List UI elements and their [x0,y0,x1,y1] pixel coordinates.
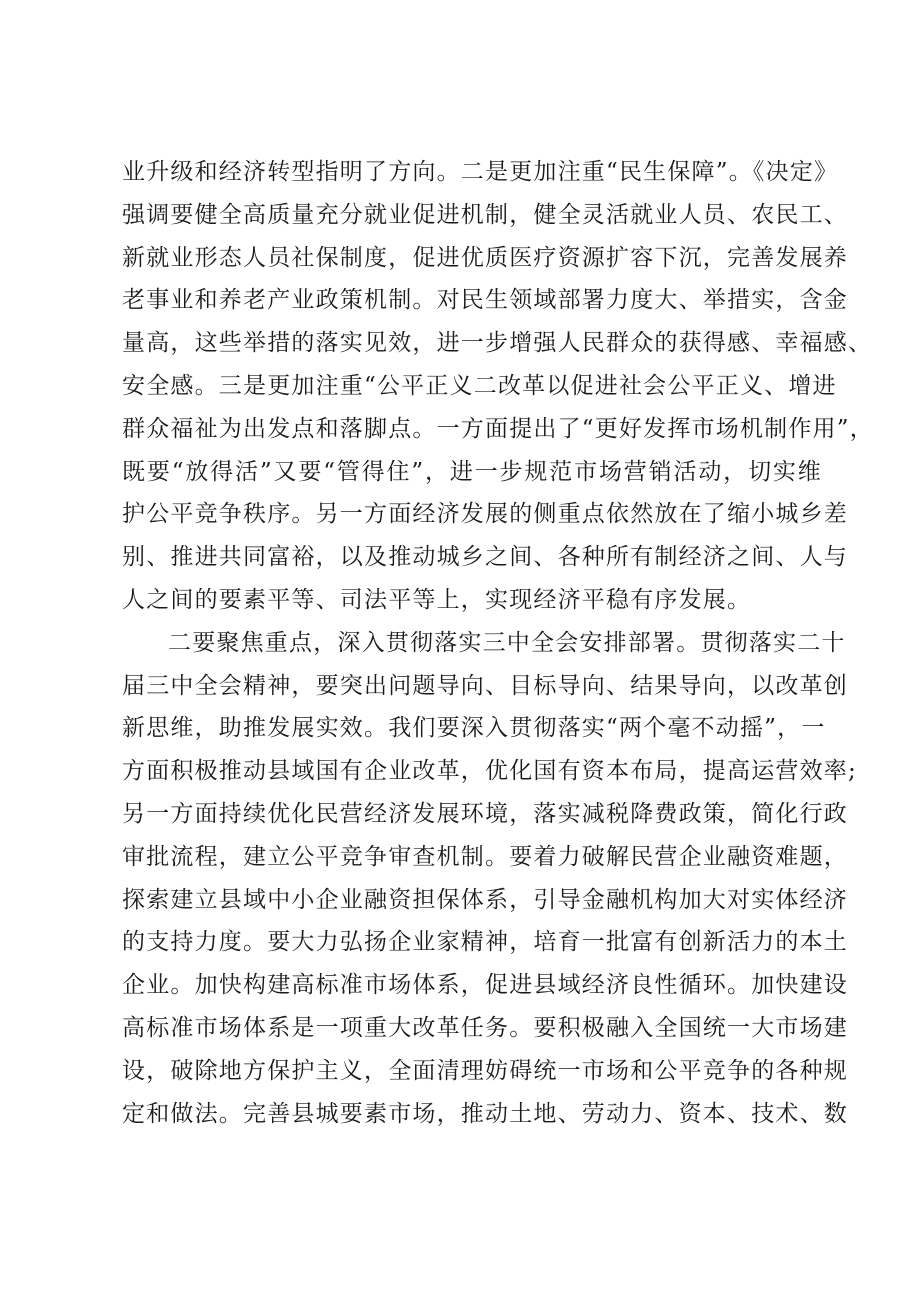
text-line: 的支持力度。要大力弘扬企业家精神，培育一批富有创新活力的本土 [122,929,848,956]
text-line: 强调要健全高质量充分就业促进机制，健全灵活就业人员、农民工、 [122,201,848,228]
text-line: 群众福祉为出发点和落脚点。一方面提出了“更好发挥市场机制作用”， [122,415,874,442]
text-line: 业升级和经济转型指明了方向。二是更加注重“民生保障”。《决定》 [122,159,839,185]
text-line: 新就业形态人员社保制度，促进优质医疗资源扩容下沉，完善发展养 [122,244,848,271]
text-line: 既要“放得活”又要“管得住”，进一步规范市场营销活动，切实维 [122,458,822,485]
text-line: 高标准市场体系是一项重大改革任务。要积极融入全国统一大市场建 [122,1014,848,1041]
text-line: 二要聚焦重点，深入贯彻落实三中全会安排部署。贯彻落实二十 [168,629,846,656]
text-line: 老事业和养老产业政策机制。对民生领域部署力度大、举措实，含金 [122,287,848,314]
text-line: 探索建立县域中小企业融资担保体系，引导金融机构加大对实体经济 [122,886,848,913]
text-line: 审批流程，建立公平竞争审查机制。要着力破解民营企业融资难题， [122,843,848,870]
text-line: 另一方面持续优化民营经济发展环境，落实减税降费政策，简化行政 [122,800,848,827]
paragraph-2 [122,622,857,1136]
text-line: 安全感。三是更加注重“公平正义二改革以促进社会公平正义、增进 [122,372,837,399]
text-line: 护公平竞争秩序。另一方面经济发展的侧重点依然放在了缩小城乡差 [122,501,848,528]
text-line: 量高，这些举措的落实见效，进一步增强人民群众的获得感、幸福感、 [122,330,873,357]
paragraph-1 [122,151,874,622]
body-text [122,151,874,1135]
text-line: 设，破除地方保护主义，全面清理妨碍统一市场和公平竞争的各种规 [122,1057,848,1084]
text-line: 企业。加快构建高标准市场体系，促进县域经济良性循环。加快建设 [122,972,848,999]
text-line: 定和做法。完善县城要素市场，推动土地、劳动力、资本、技术、数 [122,1100,848,1127]
text-line: 方面积极推动县域国有企业改革，优化国有资本布局，提高运营效率; [122,758,857,785]
text-line: 届三中全会精神，要突出问题导向、目标导向、结果导向，以改革创 [122,672,848,699]
text-line: 别、推进共同富裕，以及推动城乡之间、各种所有制经济之间、人与 [122,544,848,571]
text-line: 新思维，助推发展实效。我们要深入贯彻落实“两个毫不动摇”，一 [122,715,826,742]
text-line: 人之间的要素平等、司法平等上，实现经济平稳有序发展。 [122,586,752,613]
